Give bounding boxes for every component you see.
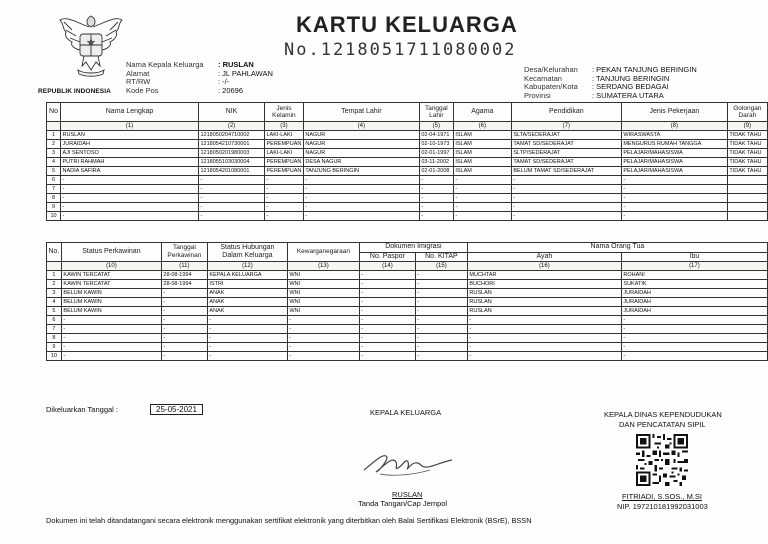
region-labels <box>524 66 578 100</box>
citizenship: WNI <box>287 280 359 289</box>
dinas-official-name: FITRIADI, S.SOS., M.SI <box>622 492 703 501</box>
member-gender: - <box>265 203 304 212</box>
issued-date-label: Dikeluarkan Tanggal : <box>46 405 118 414</box>
col-header-relationship: Status Hubungan Dalam Keluarga <box>207 243 287 262</box>
member-name: - <box>61 176 199 185</box>
row-no: 2 <box>47 140 61 149</box>
member-education: - <box>511 194 621 203</box>
member-gender: LAKI-LAKI <box>265 131 304 140</box>
member-birthdate: 02-10-1973 <box>419 140 453 149</box>
father-name: RUSLAN <box>467 298 621 307</box>
member-nik: - <box>199 185 265 194</box>
passport-number: - <box>359 352 415 361</box>
table-row <box>47 149 768 158</box>
citizenship: WNI <box>287 289 359 298</box>
marriage-date: - <box>161 316 207 325</box>
col-number: (14) <box>359 262 415 271</box>
col-number: (4) <box>303 122 419 131</box>
member-birthplace: - <box>303 185 419 194</box>
father-name: - <box>467 325 621 334</box>
member-religion: ISLAM <box>453 167 511 176</box>
value-postal-code: : 20696 <box>218 85 244 95</box>
col-number: (8) <box>621 122 727 131</box>
member-blood-type <box>727 176 767 185</box>
mother-name: - <box>621 334 767 343</box>
table-row <box>47 343 768 352</box>
table-row <box>47 185 768 194</box>
table-row <box>47 307 768 316</box>
member-birthplace: NAGUR <box>303 131 419 140</box>
marriage-date: - <box>161 352 207 361</box>
table-row <box>47 212 768 221</box>
signature-image <box>360 436 456 486</box>
member-birthplace: - <box>303 203 419 212</box>
kitap-number: - <box>415 298 467 307</box>
table-row <box>47 176 768 185</box>
garuda-emblem-icon <box>56 10 126 84</box>
kitap-number: - <box>415 334 467 343</box>
passport-number: - <box>359 316 415 325</box>
member-birthplace: TANJUNG BERINGIN <box>303 167 419 176</box>
col-header-religion: Agama <box>453 103 511 122</box>
table-row <box>47 280 768 289</box>
member-birthplace: - <box>303 194 419 203</box>
marriage-date: - <box>161 343 207 352</box>
emblem-caption: REPUBLIK INDONESIA <box>38 88 111 95</box>
member-occupation: PELAJAR/MAHASISWA <box>621 158 727 167</box>
label-district: Kecamatan <box>524 73 562 83</box>
row-no: 5 <box>47 307 62 316</box>
table-row <box>47 298 768 307</box>
mother-name: - <box>621 343 767 352</box>
col-header-citizenship: Kewarganegaraan <box>287 243 359 262</box>
member-birthdate: 02-04-1971 <box>419 131 453 140</box>
kitap-number: - <box>415 352 467 361</box>
member-nik: 1218050201980003 <box>199 149 265 158</box>
col-number: (16) <box>467 262 621 271</box>
member-nik: 1218050204710002 <box>199 131 265 140</box>
col-header-passport: No. Paspor <box>359 252 415 262</box>
row-no: 7 <box>47 185 61 194</box>
col-number: (17) <box>621 262 767 271</box>
member-birthdate: 02-01-1997 <box>419 149 453 158</box>
marital-status: - <box>61 334 161 343</box>
col-header-kitap: No. KITAP <box>415 252 467 262</box>
head-of-family-name: RUSLAN <box>392 490 423 499</box>
member-name: - <box>61 185 199 194</box>
member-blood-type: TIDAK TAHU <box>727 158 767 167</box>
member-occupation: - <box>621 176 727 185</box>
dinas-official-nip: NIP. 197210181992031003 <box>617 502 708 511</box>
label-postal-code: Kode Pos <box>126 85 159 95</box>
row-no: 1 <box>47 131 61 140</box>
member-birthplace: - <box>303 176 419 185</box>
row-no: 2 <box>47 280 62 289</box>
row-no: 6 <box>47 176 61 185</box>
father-name: MUCHTAR <box>467 271 621 280</box>
member-education: SLTA/SEDERAJAT <box>511 131 621 140</box>
member-gender: - <box>265 185 304 194</box>
table-row <box>47 158 768 167</box>
member-name: JURAIDAH <box>61 140 199 149</box>
col-number: (9) <box>727 122 767 131</box>
col-header-marital-status: Status Perkawinan <box>61 243 161 262</box>
citizenship: - <box>287 325 359 334</box>
member-education: TAMAT SD/SEDERAJAT <box>511 140 621 149</box>
marital-status: - <box>61 352 161 361</box>
member-gender: - <box>265 194 304 203</box>
dinas-title-line-1: KEPALA DINAS KEPENDUDUKAN <box>604 410 722 419</box>
member-occupation: MENGURUS RUMAH TANGGA <box>621 140 727 149</box>
member-birthplace: NAGUR <box>303 140 419 149</box>
label-address: Alamat <box>126 68 150 78</box>
value-rt-rw: : -/- <box>218 77 230 87</box>
member-religion: - <box>453 194 511 203</box>
member-gender: PEREMPUAN <box>266 159 302 165</box>
col-header-immigration: Dokumen Imigrasi <box>359 243 467 253</box>
family-relationship: KEPALA KELUARGA <box>207 271 287 280</box>
member-birthdate: 02-01-2008 <box>419 167 453 176</box>
member-nik: - <box>199 203 265 212</box>
col-number: (12) <box>207 262 287 271</box>
col-number: (6) <box>453 122 511 131</box>
value-village: : PEKAN TANJUNG BERINGIN <box>592 65 697 74</box>
citizenship: WNI <box>287 271 359 280</box>
table-row <box>47 316 768 325</box>
passport-number: - <box>359 307 415 316</box>
col-number: (11) <box>161 262 207 271</box>
column-number-row <box>47 122 768 131</box>
mother-name: ROHANI <box>621 271 767 280</box>
region-values <box>592 66 697 100</box>
member-name: RUSLAN <box>61 131 199 140</box>
marital-status: - <box>61 325 161 334</box>
marital-status: - <box>61 343 161 352</box>
member-education: - <box>511 185 621 194</box>
table-row <box>47 271 768 280</box>
column-number-row <box>47 262 768 271</box>
member-nik: - <box>199 176 265 185</box>
member-blood-type <box>727 203 767 212</box>
member-birthplace: DESA NAGUR <box>303 158 419 167</box>
member-nik: - <box>199 194 265 203</box>
member-education: - <box>511 212 621 221</box>
member-blood-type <box>727 194 767 203</box>
marital-status: BELUM KAWIN <box>61 289 161 298</box>
passport-number: - <box>359 325 415 334</box>
table-row <box>47 140 768 149</box>
table-row <box>47 203 768 212</box>
member-birthdate: - <box>419 203 453 212</box>
member-occupation: - <box>621 203 727 212</box>
member-occupation: - <box>621 212 727 221</box>
family-relationship: - <box>207 343 287 352</box>
qr-code-icon <box>636 434 688 486</box>
row-no: 4 <box>47 298 62 307</box>
col-header-education: Pendidikan <box>511 103 621 122</box>
member-blood-type <box>727 212 767 221</box>
family-status-table <box>46 242 768 361</box>
passport-number: - <box>359 271 415 280</box>
value-regency: : SERDANG BEDAGAI <box>592 82 669 92</box>
row-no: 3 <box>47 149 61 158</box>
row-no: 9 <box>47 343 62 352</box>
mother-name: - <box>621 352 767 361</box>
marital-status: BELUM KAWIN <box>61 298 161 307</box>
mother-name: JURAIDAH <box>621 298 767 307</box>
col-header-name: Nama Lengkap <box>61 103 199 122</box>
member-name: - <box>61 194 199 203</box>
member-name: - <box>61 212 199 221</box>
father-name: RUSLAN <box>467 289 621 298</box>
table-row <box>47 194 768 203</box>
citizenship: WNI <box>287 307 359 316</box>
value-province: : SUMATERA UTARA <box>592 90 664 100</box>
citizenship: - <box>287 316 359 325</box>
member-birthdate: - <box>419 194 453 203</box>
col-number: (3) <box>265 122 304 131</box>
member-education: TAMAT SD/SEDERAJAT <box>511 158 621 167</box>
head-of-family-values <box>218 61 273 95</box>
marital-status: KAWIN TERCATAT <box>61 280 161 289</box>
member-nik: 1218054201080001 <box>199 167 265 176</box>
table-row <box>47 352 768 361</box>
document-number: No.1218051711080002 <box>284 40 517 60</box>
member-birthdate: - <box>419 212 453 221</box>
marital-status: - <box>61 316 161 325</box>
passport-number: - <box>359 343 415 352</box>
col-number: (7) <box>511 122 621 131</box>
member-religion: ISLAM <box>453 140 511 149</box>
col-header-mother: Ibu <box>621 252 767 262</box>
mother-name: JURAIDAH <box>621 307 767 316</box>
father-name: - <box>467 316 621 325</box>
row-no: 5 <box>47 167 61 176</box>
passport-number: - <box>359 334 415 343</box>
member-occupation: PELAJAR/MAHASISWA <box>621 167 727 176</box>
col-header-occupation: Jenis Pekerjaan <box>621 103 727 122</box>
member-birthplace: - <box>303 212 419 221</box>
member-blood-type: TIDAK TAHU <box>727 149 767 158</box>
issued-date-value: 25-05-2021 <box>150 404 203 415</box>
member-nik: 1218055103030004 <box>199 158 265 167</box>
row-no: 8 <box>47 194 61 203</box>
row-no: 10 <box>47 212 61 221</box>
kitap-number: - <box>415 271 467 280</box>
head-of-family-labels <box>126 61 204 95</box>
member-name: PUTRI RAHMAH <box>61 158 199 167</box>
family-relationship: - <box>207 316 287 325</box>
dinas-title-line-2: DAN PENCATATAN SIPIL <box>619 420 706 429</box>
family-relationship: - <box>207 325 287 334</box>
table-row <box>47 167 768 176</box>
member-occupation: - <box>621 185 727 194</box>
row-no: 3 <box>47 289 62 298</box>
member-blood-type: TIDAK TAHU <box>727 140 767 149</box>
citizenship: WNI <box>287 298 359 307</box>
family-relationship: - <box>207 352 287 361</box>
table-row <box>47 131 768 140</box>
label-rt-rw: RT/RW <box>126 77 151 87</box>
label-village: Desa/Kelurahan <box>524 65 578 74</box>
mother-name: JURAIDAH <box>621 289 767 298</box>
marriage-date: 28-08-1994 <box>161 280 207 289</box>
member-blood-type: TIDAK TAHU <box>727 131 767 140</box>
member-birthdate: - <box>419 185 453 194</box>
col-header-blood-type: Golongan Darah <box>727 103 767 122</box>
passport-number: - <box>359 298 415 307</box>
head-of-family-title: KEPALA KELUARGA <box>370 408 442 417</box>
citizenship: - <box>287 343 359 352</box>
member-birthdate: 03-11-2002 <box>419 158 453 167</box>
col-header-father: Ayah <box>467 252 621 262</box>
member-gender: - <box>265 176 304 185</box>
member-nik: 1218054210730001 <box>199 140 265 149</box>
member-name: AJI SENTOSO <box>61 149 199 158</box>
col-header-gender: Jenis Kelamin <box>265 103 304 122</box>
member-gender: LAKI-LAKI <box>265 149 304 158</box>
member-gender: PEREMPUAN <box>266 168 302 174</box>
electronic-signature-note: Dokumen ini telah ditandatangani secara elektronik menggunakan sertifikat elektronik yang diterbitkan oleh Balai Sertifikasi Elektronik (BSrE), BSSN <box>46 516 532 525</box>
marriage-date: - <box>161 307 207 316</box>
citizenship: - <box>287 352 359 361</box>
member-occupation: PELAJAR/MAHASISWA <box>621 149 727 158</box>
family-members-table <box>46 102 768 221</box>
marriage-date: - <box>161 298 207 307</box>
member-blood-type: TIDAK TAHU <box>727 167 767 176</box>
mother-name: - <box>621 325 767 334</box>
row-no: 10 <box>47 352 62 361</box>
page-title: KARTU KELUARGA <box>296 12 518 37</box>
kitap-number: - <box>415 343 467 352</box>
father-name: - <box>467 334 621 343</box>
member-gender: - <box>265 212 304 221</box>
member-religion: - <box>453 203 511 212</box>
member-birthdate: - <box>419 176 453 185</box>
member-religion: - <box>453 176 511 185</box>
mother-name: - <box>621 316 767 325</box>
table-row <box>47 334 768 343</box>
member-education: - <box>511 203 621 212</box>
row-no: 1 <box>47 271 62 280</box>
table-row <box>47 289 768 298</box>
col-header-birthplace: Tempat Lahir <box>303 103 419 122</box>
col-number: (2) <box>199 122 265 131</box>
marital-status: KAWIN TERCATAT <box>61 271 161 280</box>
col-number: (5) <box>419 122 453 131</box>
marriage-date: - <box>161 289 207 298</box>
label-province: Provinsi <box>524 90 551 100</box>
col-number: (1) <box>61 122 199 131</box>
value-head-name: : RUSLAN <box>218 60 254 69</box>
col-number: (13) <box>287 262 359 271</box>
marriage-date: - <box>161 325 207 334</box>
member-occupation: WIRASWASTA <box>621 131 727 140</box>
col-header-no: No <box>47 103 61 122</box>
family-relationship: ANAK <box>207 289 287 298</box>
marital-status: BELUM KAWIN <box>61 307 161 316</box>
kitap-number: - <box>415 307 467 316</box>
signature-caption: Tanda Tangan/Cap Jempol <box>358 499 448 508</box>
member-education: BELUM TAMAT SD/SEDERAJAT <box>511 167 621 176</box>
member-religion: ISLAM <box>453 149 511 158</box>
col-header-no: No. <box>47 243 62 262</box>
passport-number: - <box>359 280 415 289</box>
col-number: (15) <box>415 262 467 271</box>
member-religion: - <box>453 212 511 221</box>
member-birthplace: NAGUR <box>303 149 419 158</box>
member-gender: PEREMPUAN <box>266 141 302 147</box>
kitap-number: - <box>415 280 467 289</box>
member-nik: - <box>199 212 265 221</box>
family-relationship: ANAK <box>207 307 287 316</box>
col-header-birthdate: Tanggal Lahir <box>419 103 453 122</box>
col-header-parents: Nama Orang Tua <box>467 243 767 253</box>
row-no: 6 <box>47 316 62 325</box>
kitap-number: - <box>415 316 467 325</box>
table-row <box>47 325 768 334</box>
marriage-date: - <box>161 334 207 343</box>
kitap-number: - <box>415 325 467 334</box>
value-district: : TANJUNG BERINGIN <box>592 73 670 83</box>
row-no: 9 <box>47 203 61 212</box>
row-no: 7 <box>47 325 62 334</box>
member-name: - <box>61 203 199 212</box>
father-name: - <box>467 352 621 361</box>
member-name: NADIA SAFIRA <box>61 167 199 176</box>
member-education: - <box>511 176 621 185</box>
col-header-marriage-date: Tanggal Perkawinan <box>161 243 207 262</box>
family-relationship: - <box>207 334 287 343</box>
member-occupation: - <box>621 194 727 203</box>
member-religion: ISLAM <box>453 158 511 167</box>
row-no: 4 <box>47 158 61 167</box>
family-relationship: ANAK <box>207 298 287 307</box>
mother-name: SUKATIK <box>621 280 767 289</box>
marriage-date: 28-08-1994 <box>161 271 207 280</box>
member-religion: - <box>453 185 511 194</box>
kitap-number: - <box>415 289 467 298</box>
value-address: : JL PAHLAWAN <box>218 68 273 78</box>
label-head-name: Nama Kepala Keluarga <box>126 60 204 69</box>
family-relationship: ISTRI <box>207 280 287 289</box>
citizenship: - <box>287 334 359 343</box>
col-header-nik: NIK <box>199 103 265 122</box>
member-blood-type <box>727 185 767 194</box>
passport-number: - <box>359 289 415 298</box>
father-name: - <box>467 343 621 352</box>
father-name: RUSLAN <box>467 307 621 316</box>
row-no: 8 <box>47 334 62 343</box>
label-regency: Kabupaten/Kota <box>524 82 578 92</box>
member-religion: ISLAM <box>453 131 511 140</box>
father-name: BUCHORI <box>467 280 621 289</box>
col-number: (10) <box>61 262 161 271</box>
member-education: SLTP/SEDERAJAT <box>511 149 621 158</box>
